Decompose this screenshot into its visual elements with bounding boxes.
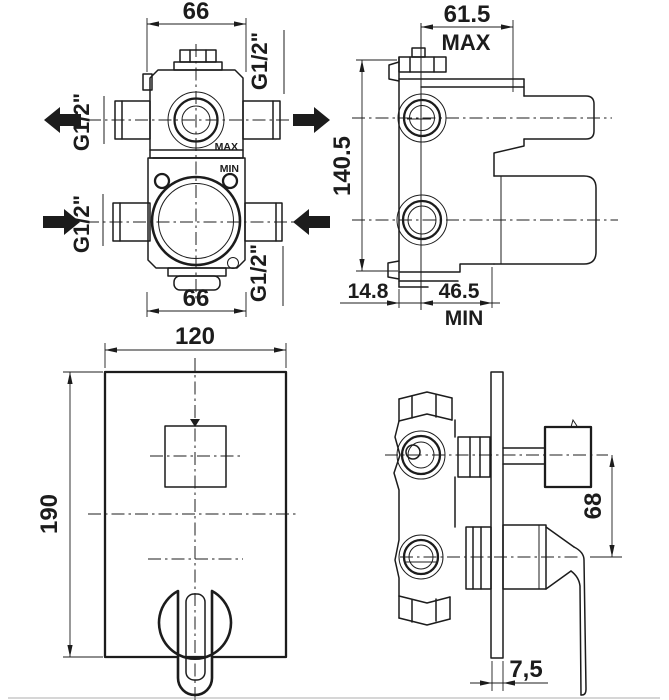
dim-min-label: MIN <box>444 307 484 330</box>
dim-61-5: 61.5 <box>443 1 491 28</box>
port-label-upper-right: G1/2" <box>247 31 272 91</box>
dim-68: 68 <box>580 492 607 520</box>
dim-handle-spacing <box>580 455 622 557</box>
view-trim-side <box>385 372 622 695</box>
dim-120: 120 <box>174 323 216 350</box>
dim-max-label: MAX <box>441 30 491 55</box>
screw-icon <box>223 174 237 188</box>
dim-height <box>329 60 398 271</box>
body-marking-min: MIN <box>219 163 239 175</box>
dim-14-8: 14.8 <box>347 280 389 303</box>
view-rough-in-front <box>43 0 330 317</box>
port-label-lower-right: G1/2" <box>246 243 271 303</box>
dim-46-5: 46.5 <box>438 280 480 303</box>
flow-arrow-outlet-right-icon <box>293 107 330 133</box>
view-rough-in-side <box>329 1 618 330</box>
dim-bottom-depths <box>340 267 500 330</box>
port-label-upper-left: G1/2" <box>69 92 94 152</box>
trim-plate-side <box>491 372 503 658</box>
port-label-lower-left: G1/2" <box>69 194 94 254</box>
dim-140-5: 140.5 <box>329 135 356 197</box>
dim-66-top: 66 <box>182 0 210 25</box>
dim-plate-thickness <box>470 656 548 691</box>
diverter-knob-side <box>503 420 591 487</box>
screw-icon <box>155 174 169 188</box>
flow-arrow-inlet-right-icon <box>293 209 330 235</box>
dim-arrow <box>234 21 246 26</box>
rough-valve-body-side <box>388 48 596 287</box>
dim-arrow <box>147 21 159 26</box>
rough-valve-body-installed <box>394 392 491 625</box>
dim-66-bottom: 66 <box>182 285 210 312</box>
body-marking-max: MAX <box>214 141 238 153</box>
dim-190: 190 <box>36 493 63 535</box>
view-trim-front <box>36 323 298 700</box>
dim-7-5: 7,5 <box>509 656 543 683</box>
